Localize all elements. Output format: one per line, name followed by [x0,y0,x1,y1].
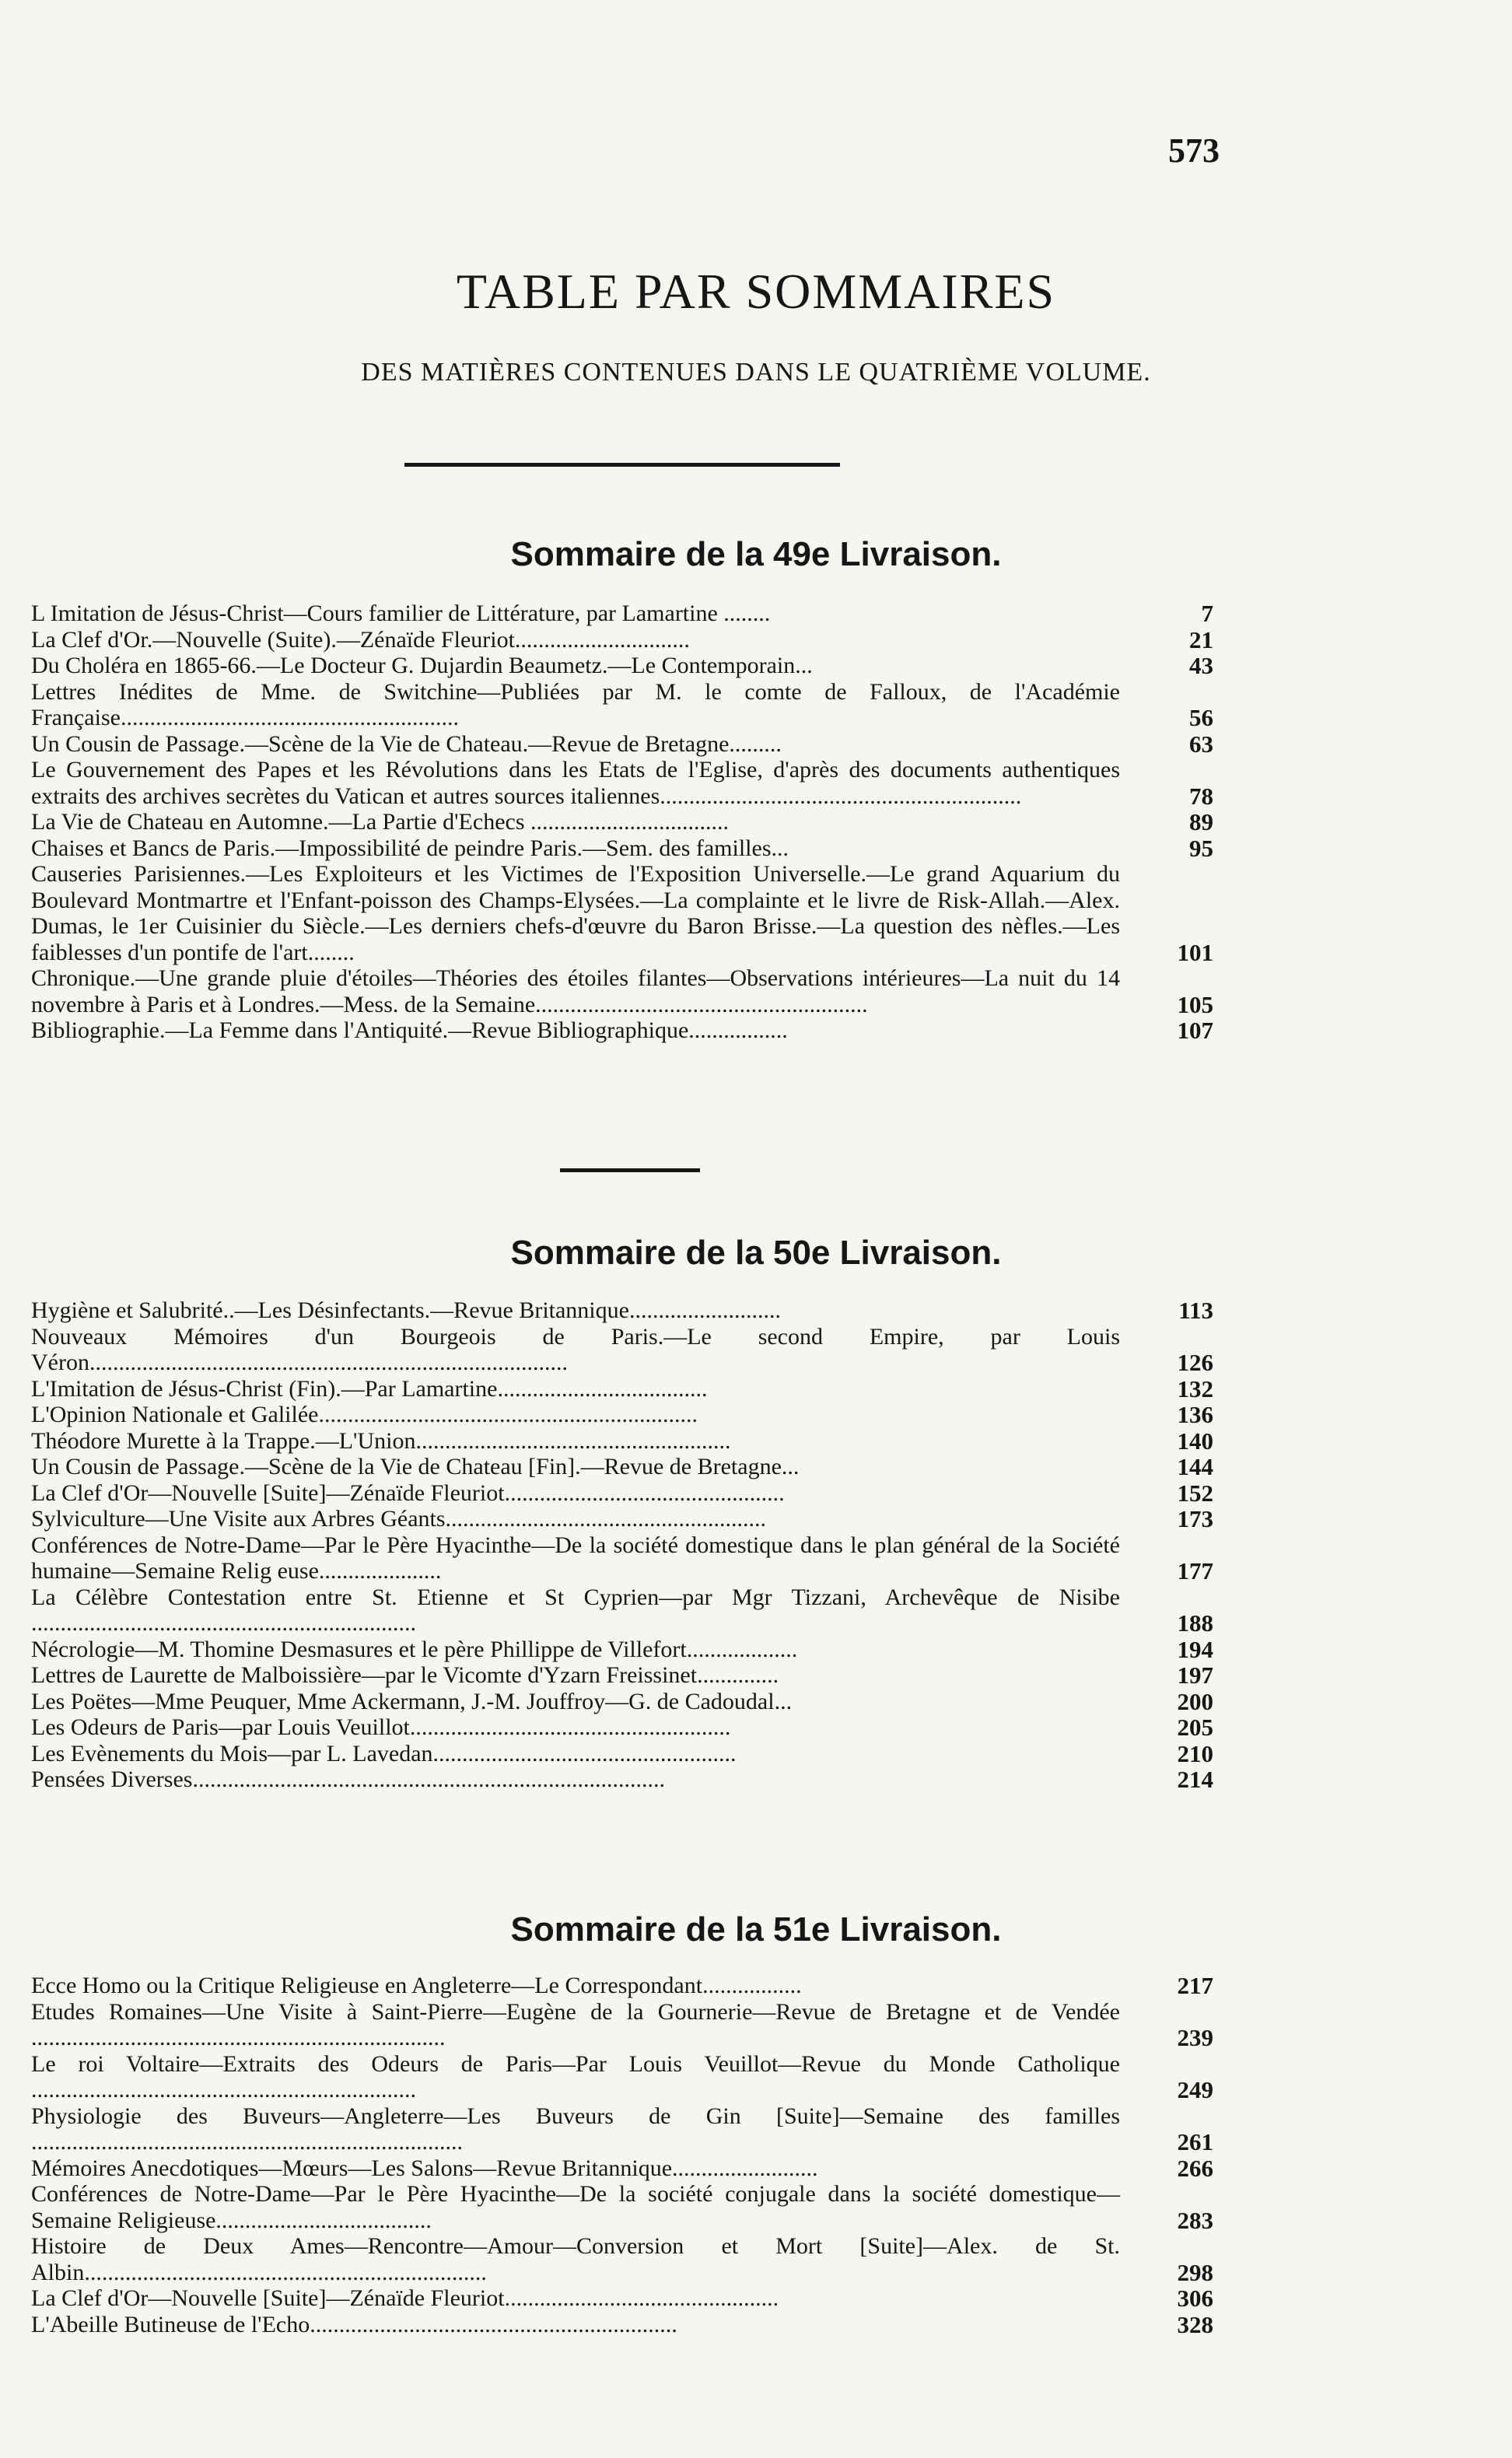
toc-entry [31,1741,1213,1767]
entry-text: Les Evènements du Mois—par L. Lavedan.................................................... [31,1740,737,1766]
entry-page: 210 [1177,1739,1213,1767]
entry-text: La Clef d'Or.—Nouvelle (Suite).—Zénaïde Fleuriot.............................. [31,626,690,653]
entry-page: 136 [1177,1401,1213,1428]
section-heading-49: Sommaire de la 49e Livraison. [510,535,1002,573]
entry-page: 107 [1177,1017,1213,1044]
entry-page: 140 [1177,1427,1213,1455]
page-subtitle: DES MATIÈRES CONTENUES DANS LE QUATRIÈME VOLUME. [361,358,1151,387]
entry-page: 63 [1189,730,1213,758]
entry-text: Nécrologie—M. Thomine Desmasures et le père Phillippe de Villefort................... [31,1636,798,1662]
entry-page: 214 [1177,1766,1213,1793]
toc-entry [31,627,1213,653]
entry-text: Un Cousin de Passage.—Scène de la Vie de Chateau.—Revue de Bretagne......... [31,730,782,757]
entry-page: 144 [1177,1453,1213,1480]
toc-entry [31,1017,1213,1044]
entry-text: Les Poëtes—Mme Peuquer, Mme Ackermann, J.-M. Jouffroy—G. de Cadoudal... [31,1688,793,1714]
entry-text: Chaises et Bancs de Paris.—Impossibilité de peindre Paris.—Sem. des familles... [31,835,789,861]
entry-text: Un Cousin de Passage.—Scène de la Vie de Chateau [Fin].—Revue de Bretagne... [31,1454,800,1479]
entry-page: 105 [1177,990,1213,1018]
toc-entry [31,1689,1213,1715]
entry-text: Du Choléra en 1865-66.—Le Docteur G. Dujardin Beaumetz.—Le Contemporain... [31,653,813,678]
toc-entry [31,861,1213,965]
entry-text: Les Odeurs de Paris—par Louis Veuillot....................................................... [31,1714,731,1740]
entry-page: 78 [1189,782,1213,810]
entry-text: Le Gouvernement des Papes et les Révolutions dans les Etats de l'Eglise, d'après des documents authentiques extraits des archives secrètes du Vatican et autres sources italiennes.............................................................. [31,757,1120,809]
entry-page: 261 [1177,2128,1213,2155]
section-entries-51 [31,1973,1213,2337]
entry-text: Chronique.—Une grande pluie d'étoiles—Théories des étoiles filantes—Observations intérieures—La nuit du 14 novembre à Paris et à Londres.—Mess. de la Semaine......................................................... [31,965,1120,1017]
section-entries-50 [31,1297,1213,1793]
toc-entry [31,1999,1213,2051]
section-entries-49 [31,600,1213,1044]
entry-text: La Célèbre Contestation entre St. Etienne et St Cyprien—par Mgr Tizzani, Archevêque de Nisibe .................................................................. [31,1584,1120,1636]
entry-text: L'Abeille Butineuse de l'Echo............................................................... [31,2311,677,2337]
entry-page: 113 [1178,1297,1213,1324]
entry-page: 194 [1177,1635,1213,1663]
toc-entry [31,835,1213,862]
entry-page: 217 [1177,1972,1213,1999]
toc-entry [31,2155,1213,2182]
toc-entry [31,2233,1213,2285]
entry-page: 95 [1189,834,1213,862]
entry-text: Etudes Romaines—Une Visite à Saint-Pierre—Eugène de la Gournerie—Revue de Bretagne et de Vendée ....................................................................... [31,1998,1120,2050]
page-title: TABLE PAR SOMMAIRES [456,264,1056,319]
entry-text: Conférences de Notre-Dame—Par le Père Hyacinthe—De la société domestique dans le plan général de la Société humaine—Semaine Relig euse..................... [31,1532,1120,1584]
toc-entry [31,1376,1213,1402]
toc-entry [31,600,1213,627]
entry-text: Théodore Murette à la Trappe.—L'Union...................................................... [31,1427,731,1454]
entry-text: Mémoires Anecdotiques—Mœurs—Les Salons—Revue Britannique......................... [31,2155,818,2181]
entry-page: 7 [1201,600,1213,627]
entry-text: Hygiène et Salubrité..—Les Désinfectants.—Revue Britannique.......................... [31,1297,781,1323]
toc-entry [31,1454,1213,1480]
divider-rule [404,463,840,467]
toc-entry [31,2312,1213,2338]
entry-text: Pensées Diverses................................................................................. [31,1766,665,1792]
entry-text: Nouveaux Mémoires d'un Bourgeois de Paris.—Le second Empire, par Louis Véron.................................................................................. [31,1323,1120,1375]
toc-entry [31,2181,1213,2233]
entry-text: La Vie de Chateau en Automne.—La Partie d'Echecs .................................. [31,809,729,835]
entry-text: Conférences de Notre-Dame—Par le Père Hyacinthe—De la société conjugale dans la société domestique—Semaine Religieuse..................................... [31,2181,1120,2233]
toc-entry [31,1584,1213,1637]
toc-entry [31,1637,1213,1663]
toc-entry [31,965,1213,1017]
entry-text: Lettres Inédites de Mme. de Switchine—Publiées par M. le comte de Falloux, de l'Académie Française.......................................................... [31,678,1120,730]
entry-page: 283 [1177,2206,1213,2234]
entry-page: 306 [1177,2285,1213,2312]
toc-entry [31,1506,1213,1532]
entry-page: 200 [1177,1687,1213,1715]
toc-entry [31,679,1213,731]
entry-page: 177 [1177,1557,1213,1584]
entry-page: 43 [1189,652,1213,679]
section-heading-50: Sommaire de la 50e Livraison. [510,1234,1002,1272]
entry-page: 56 [1189,704,1213,731]
toc-entry [31,2285,1213,2312]
toc-entry [31,1766,1213,1793]
entry-text: Bibliographie.—La Femme dans l'Antiquité.—Revue Bibliographique................. [31,1017,788,1043]
entry-page: 188 [1177,1609,1213,1637]
entry-text: Le roi Voltaire—Extraits des Odeurs de Paris—Par Louis Veuillot—Revue du Monde Catholique .................................................................. [31,2050,1120,2103]
entry-page: 152 [1177,1479,1213,1507]
toc-entry [31,1662,1213,1689]
entry-page: 21 [1189,625,1213,653]
entry-text: Sylviculture—Une Visite aux Arbres Géants....................................................... [31,1506,767,1532]
entry-page: 239 [1177,2024,1213,2051]
entry-page: 132 [1177,1374,1213,1402]
toc-entry [31,1480,1213,1507]
entry-page: 197 [1177,1661,1213,1689]
entry-page: 173 [1177,1505,1213,1532]
entry-page: 249 [1177,2076,1213,2103]
entry-page: 205 [1177,1714,1213,1741]
toc-entry [31,1428,1213,1455]
toc-entry [31,1402,1213,1428]
page-number: 573 [1168,131,1220,170]
toc-entry [31,757,1213,809]
entry-text: Causeries Parisiennes.—Les Exploiteurs et les Victimes de l'Exposition Universelle.—Le grand Aquarium du Boulevard Montmartre et l'Enfant-poisson des Champs-Elysées.—La complainte et le livre de Risk-Allah.—Alex. Dumas, le 1er Cuisinier du Siècle.—Les derniers chefs-d'œuvre du Baron Brisse.—La question des nèfles.—Les faiblesses d'un pontife de l'art........ [31,861,1120,965]
entry-page: 101 [1177,938,1213,966]
entry-page: 266 [1177,2154,1213,2182]
entry-text: L'Opinion Nationale et Galilée................................................................. [31,1402,698,1427]
toc-entry [31,1297,1213,1324]
entry-page: 126 [1177,1349,1213,1376]
entry-page: 328 [1177,2310,1213,2338]
toc-entry [31,2103,1213,2155]
divider-rule [560,1168,700,1172]
toc-entry [31,1973,1213,1999]
entry-text: Lettres de Laurette de Malboissière—par le Vicomte d'Yzarn Freissinet.............. [31,1662,779,1688]
entry-page: 298 [1177,2258,1213,2286]
entry-text: L Imitation de Jésus-Christ—Cours familier de Littérature, par Lamartine ........ [31,600,771,626]
entry-page: 89 [1189,808,1213,835]
toc-entry [31,809,1213,835]
toc-entry [31,1532,1213,1584]
entry-text: Ecce Homo ou la Critique Religieuse en Angleterre—Le Correspondant................. [31,1973,802,1998]
entry-text: Physiologie des Buveurs—Angleterre—Les Buveurs de Gin [Suite]—Semaine des familles .......................................................................... [31,2103,1120,2155]
toc-entry [31,2051,1213,2103]
entry-text: L'Imitation de Jésus-Christ (Fin).—Par Lamartine.................................... [31,1375,708,1402]
entry-text: Histoire de Deux Ames—Rencontre—Amour—Conversion et Mort [Suite]—Alex. de St. Albin..................................................................... [31,2233,1120,2285]
toc-entry [31,653,1213,679]
toc-entry [31,731,1213,758]
section-heading-51: Sommaire de la 51e Livraison. [510,1910,1002,1949]
toc-entry [31,1714,1213,1741]
entry-text: La Clef d'Or—Nouvelle [Suite]—Zénaïde Fleuriot............................................... [31,2285,779,2311]
entry-text: La Clef d'Or—Nouvelle [Suite]—Zénaïde Fleuriot................................................ [31,1479,785,1506]
toc-entry [31,1324,1213,1376]
